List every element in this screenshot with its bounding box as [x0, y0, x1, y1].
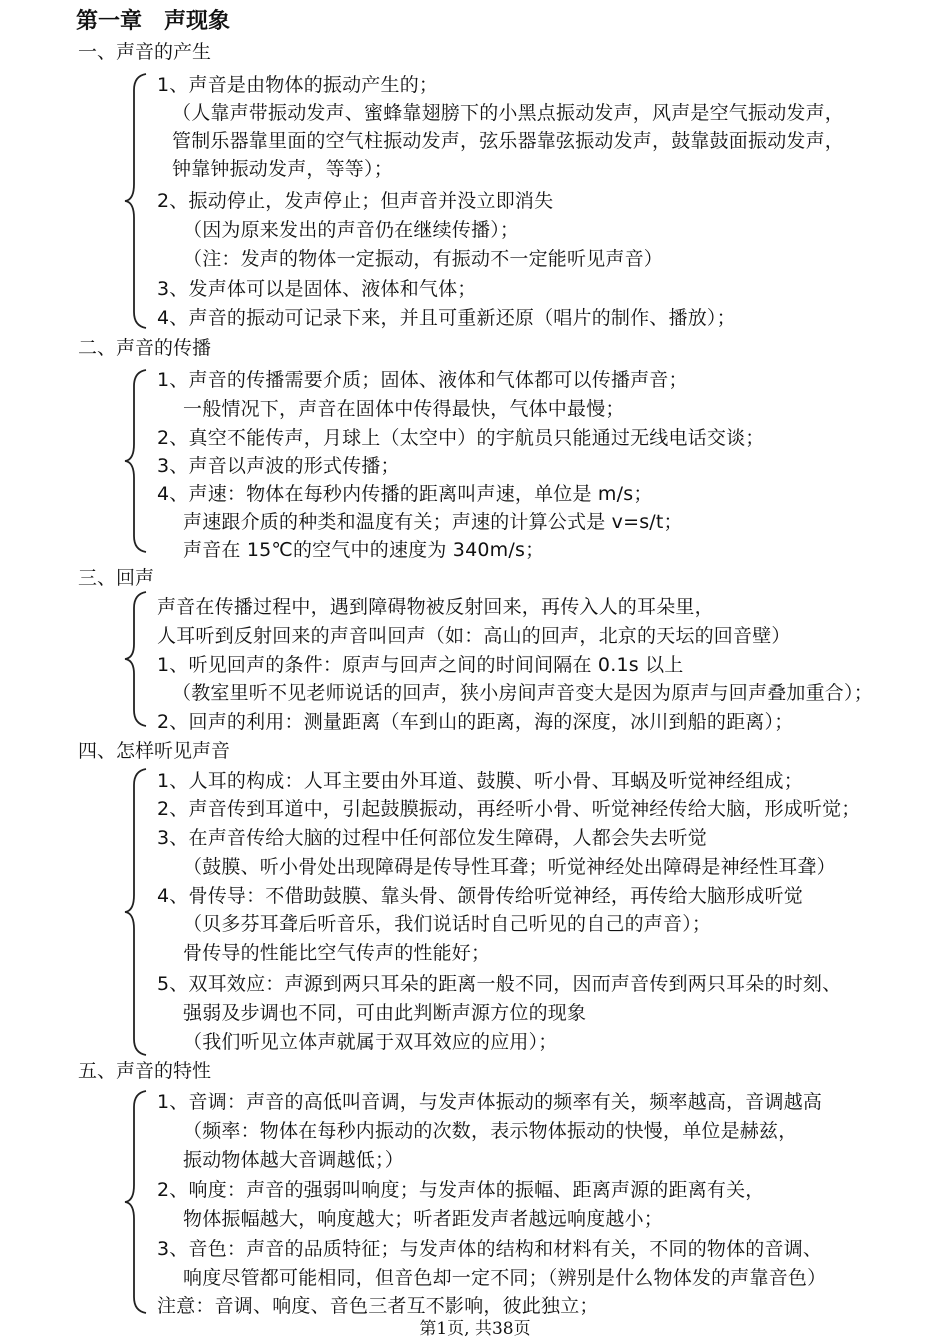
- text-line: 1、人耳的构成：人耳主要由外耳道、鼓膜、听小骨、耳蜗及听觉神经组成；: [157, 770, 803, 792]
- brace-bracket: [122, 590, 152, 728]
- text-line: 3、声音以声波的形式传播；: [157, 455, 400, 477]
- text-line: 钟靠钟振动发声，等等）；: [172, 158, 393, 180]
- page-number-footer: 第1页, 共38页: [419, 1319, 531, 1339]
- text-line: 人耳听到反射回来的声音叫回声（如：高山的回声，北京的天坛的回音壁）: [157, 625, 791, 647]
- text-line: 1、声音是由物体的振动产生的；: [157, 74, 439, 96]
- text-line: 2、振动停止，发声停止；但声音并没立即消失: [157, 190, 554, 212]
- brace-bracket: [122, 368, 152, 554]
- text-line: 声音在 15℃的空气中的速度为 340m/s；: [183, 539, 545, 561]
- text-line: 4、骨传导：不借助鼓膜、靠头骨、颌骨传给听觉神经，再传给大脑形成听觉: [157, 885, 803, 907]
- text-line: 一般情况下，声音在固体中传得最快，气体中最慢；: [183, 398, 625, 420]
- text-line: 1、声音的传播需要介质；固体、液体和气体都可以传播声音；: [157, 369, 688, 391]
- text-line: 2、回声的利用：测量距离（车到山的距离，海的深度，冰川到船的距离）；: [157, 711, 794, 733]
- brace-bracket: [122, 72, 152, 330]
- text-line: （注：发声的物体一定振动，有振动不一定能听见声音）: [183, 248, 664, 270]
- text-line: 注意：音调、响度、音色三者互不影响，彼此独立；: [157, 1295, 599, 1317]
- text-line: 3、在声音传给大脑的过程中任何部位发生障碍，人都会失去听觉: [157, 827, 707, 849]
- chapter-title: 第一章 声现象: [76, 9, 231, 34]
- text-line: 物体振幅越大，响度越大；听者距发声者越远响度越小；: [183, 1208, 664, 1230]
- text-line: 管制乐器靠里面的空气柱振动发声，弦乐器靠弦振动发声，鼓靠鼓面振动发声，: [172, 130, 845, 152]
- text-line: （我们听见立体声就属于双耳效应的应用）；: [183, 1031, 558, 1053]
- text-line: （鼓膜、听小骨处出现障碍是传导性耳聋；听觉神经处出障碍是神经性耳聋）: [183, 856, 836, 878]
- text-line: 2、声音传到耳道中，引起鼓膜振动，再经听小骨、听觉神经传给大脑，形成听觉；: [157, 798, 861, 820]
- text-line: 1、听见回声的条件：原声与回声之间的时间间隔在 0.1s 以上: [157, 654, 684, 676]
- text-line: 3、发声体可以是固体、液体和气体；: [157, 278, 477, 300]
- section-heading: 五、声音的特性: [78, 1060, 212, 1082]
- text-line: （人靠声带振动发声、蜜蜂靠翅膀下的小黑点振动发声，风声是空气振动发声，: [172, 102, 845, 124]
- text-line: 2、响度：声音的强弱叫响度；与发声体的振幅、距离声源的距离有关，: [157, 1179, 765, 1201]
- text-line: 3、音色：声音的品质特征；与发声体的结构和材料有关，不同的物体的音调、: [157, 1238, 823, 1260]
- text-line: （因为原来发出的声音仍在继续传播）；: [183, 219, 520, 241]
- text-line: 2、真空不能传声，月球上（太空中）的宇航员只能通过无线电话交谈；: [157, 427, 765, 449]
- text-line: 响度尽管都可能相同，但音色却一定不同；（辨别是什么物体发的声靠音色）: [183, 1267, 827, 1289]
- brace-bracket: [122, 1089, 152, 1315]
- text-line: 5、双耳效应：声源到两只耳朵的距离一般不同，因而声音传到两只耳朵的时刻、: [157, 973, 842, 995]
- text-line: （频率：物体在每秒内振动的次数，表示物体振动的快慢，单位是赫兹，: [183, 1120, 798, 1142]
- text-line: 强弱及步调也不同，可由此判断声源方位的现象: [183, 1002, 587, 1024]
- section-heading: 三、回声: [78, 567, 155, 589]
- text-line: 振动物体越大音调越低；）: [183, 1149, 404, 1171]
- section-heading: 二、声音的传播: [78, 337, 212, 359]
- text-line: （教室里听不见老师说话的回声，狭小房间声音变大是因为原声与回声叠加重合）；: [172, 682, 873, 704]
- text-line: （贝多芬耳聋后听音乐，我们说话时自己听见的自己的声音）；: [183, 913, 712, 935]
- section-heading: 四、怎样听见声音: [78, 740, 231, 762]
- text-line: 骨传导的性能比空气传声的性能好；: [183, 942, 491, 964]
- section-heading: 一、声音的产生: [78, 41, 212, 63]
- text-line: 声音在传播过程中，遇到障碍物被反射回来，再传入人的耳朵里，: [157, 596, 714, 618]
- text-line: 声速跟介质的种类和温度有关；声速的计算公式是 v=s/t；: [183, 511, 683, 533]
- text-line: 1、音调：声音的高低叫音调，与发声体振动的频率有关，频率越高，音调越高: [157, 1091, 823, 1113]
- brace-bracket: [122, 767, 152, 1057]
- text-line: 4、声音的振动可记录下来，并且可重新还原（唱片的制作、播放）；: [157, 307, 736, 329]
- text-line: 4、声速：物体在每秒内传播的距离叫声速，单位是 m/s；: [157, 483, 653, 505]
